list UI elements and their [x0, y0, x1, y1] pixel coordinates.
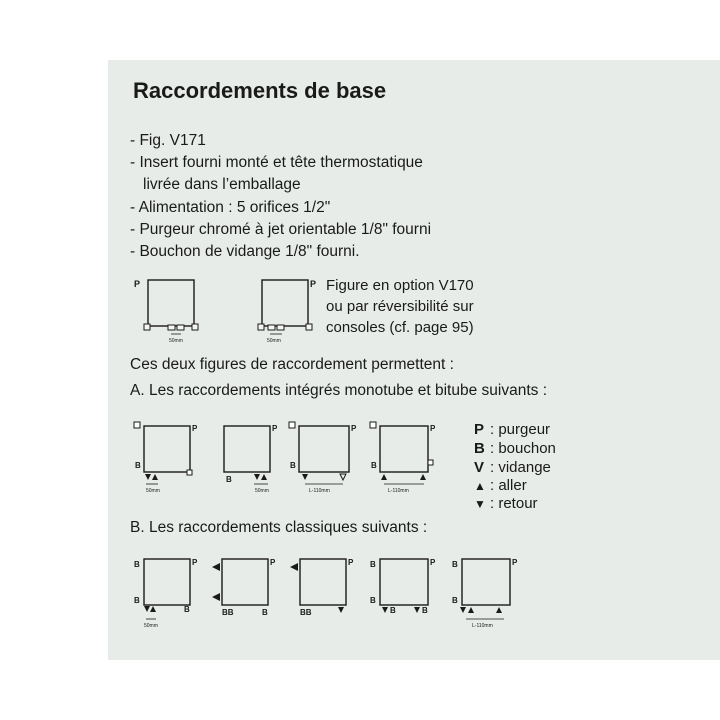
- legend-bouchon: B : bouchon: [474, 440, 556, 457]
- label-p: P: [512, 558, 518, 567]
- orifice: [168, 325, 175, 330]
- figure-b3: [286, 553, 366, 638]
- label-p: P: [134, 279, 141, 289]
- label-b: B: [370, 560, 376, 569]
- figure-v170: [248, 272, 338, 349]
- label-b: B: [262, 608, 268, 617]
- inlet-arrow: [212, 563, 220, 571]
- dim-label: 50mm: [255, 488, 269, 494]
- console-foot: [192, 324, 198, 330]
- label-b: B: [390, 606, 396, 615]
- label-p: P: [430, 424, 436, 433]
- dim-label: L-110mm: [309, 488, 330, 494]
- legend-aller: ▲ : aller: [474, 477, 527, 494]
- radiator-box: [144, 559, 190, 605]
- label-p: P: [192, 424, 198, 433]
- label-b: B: [452, 560, 458, 569]
- radiator-box: [300, 559, 346, 605]
- retour-arrow: [382, 607, 388, 613]
- legend-vidange: V : vidange: [474, 459, 551, 476]
- radiator-box: [222, 559, 268, 605]
- retour-arrow: [338, 607, 344, 613]
- aller-arrow: [150, 606, 156, 612]
- console-foot: [144, 324, 150, 330]
- figure-option-line1: Figure en option V170: [326, 277, 474, 294]
- legend-retour: ▼ : retour: [474, 495, 538, 512]
- dim-label: 50mm: [144, 623, 158, 629]
- label-p: P: [192, 558, 198, 567]
- label-b: B: [134, 560, 140, 569]
- label-p: P: [430, 558, 436, 567]
- page-title: Raccordements de base: [133, 78, 387, 103]
- bullet-fig: - Fig. V171: [130, 132, 206, 149]
- section-a-heading: A. Les raccordements intégrés monotube et bitube suivants :: [130, 382, 548, 399]
- aller-arrow: [468, 607, 474, 613]
- radiator-box: [144, 426, 190, 472]
- intro-text: Ces deux figures de raccordement permettent :: [130, 356, 454, 373]
- retour-arrow: [460, 607, 466, 613]
- aller-arrow: [152, 474, 158, 480]
- figure-b5: [448, 553, 528, 638]
- label-bb: BB: [222, 608, 234, 617]
- console-foot: [306, 324, 312, 330]
- aller-arrow: [261, 474, 267, 480]
- orifice: [177, 325, 184, 330]
- retour-arrow: [144, 606, 150, 612]
- bullet-bouchon: - Bouchon de vidange 1/8" fourni.: [130, 243, 360, 260]
- aller-arrow: [381, 474, 387, 480]
- figure-a1: [132, 418, 212, 503]
- dim-label: 50mm: [267, 338, 281, 344]
- label-bb: BB: [300, 608, 312, 617]
- orifice: [277, 325, 284, 330]
- label-b: B: [135, 461, 141, 470]
- label-p: P: [270, 558, 276, 567]
- retour-arrow: [302, 474, 308, 480]
- label-b: B: [184, 605, 190, 614]
- figure-b4: [368, 553, 448, 638]
- radiator-box: [462, 559, 510, 605]
- label-b: B: [371, 461, 377, 470]
- aller-arrow: [420, 474, 426, 480]
- figure-option-line2: ou par réversibilité sur: [326, 298, 474, 315]
- retour-arrow: [414, 607, 420, 613]
- label-b: B: [370, 596, 376, 605]
- label-b: B: [226, 475, 232, 484]
- radiator-box: [148, 280, 194, 326]
- figure-b1: [132, 553, 212, 638]
- radiator-box: [224, 426, 270, 472]
- figure-a2: [214, 418, 294, 503]
- figure-b2: [208, 553, 288, 638]
- radiator-box: [299, 426, 349, 472]
- aller-arrow: [496, 607, 502, 613]
- outlet-arrow: [212, 593, 220, 601]
- label-p: P: [310, 279, 317, 289]
- dim-label: 50mm: [146, 488, 160, 494]
- inlet-arrow: [290, 563, 298, 571]
- label-p: P: [348, 558, 354, 567]
- label-b: B: [452, 596, 458, 605]
- retour-arrow-outline: [340, 474, 346, 480]
- bullet-alimentation: - Alimentation : 5 orifices 1/2": [130, 199, 331, 216]
- label-b: B: [134, 596, 140, 605]
- legend-purgeur: P : purgeur: [474, 421, 551, 438]
- bullet-purgeur: - Purgeur chromé à jet orientable 1/8" fourni: [130, 221, 432, 238]
- bullet-insert: - Insert fourni monté et tête thermostatique: [130, 154, 423, 171]
- radiator-box: [262, 280, 308, 326]
- label-p: P: [351, 424, 357, 433]
- label-p: P: [272, 424, 278, 433]
- retour-arrow: [254, 474, 260, 480]
- section-b-heading: B. Les raccordements classiques suivants :: [130, 519, 428, 536]
- dim-label: 50mm: [169, 338, 183, 344]
- retour-arrow: [145, 474, 151, 480]
- bullet-insert-cont: livrée dans l’emballage: [143, 176, 301, 193]
- radiator-box: [380, 559, 428, 605]
- console-foot: [258, 324, 264, 330]
- figure-a3: [287, 418, 367, 503]
- label-b: B: [422, 606, 428, 615]
- figure-v171: [128, 272, 218, 349]
- orifice: [268, 325, 275, 330]
- dim-label: L-110mm: [388, 488, 409, 494]
- label-b: B: [290, 461, 296, 470]
- dim-label: L-110mm: [472, 623, 493, 629]
- radiator-box: [380, 426, 428, 472]
- figure-option-line3: consoles (cf. page 95): [326, 319, 474, 336]
- figure-a4: [368, 418, 448, 503]
